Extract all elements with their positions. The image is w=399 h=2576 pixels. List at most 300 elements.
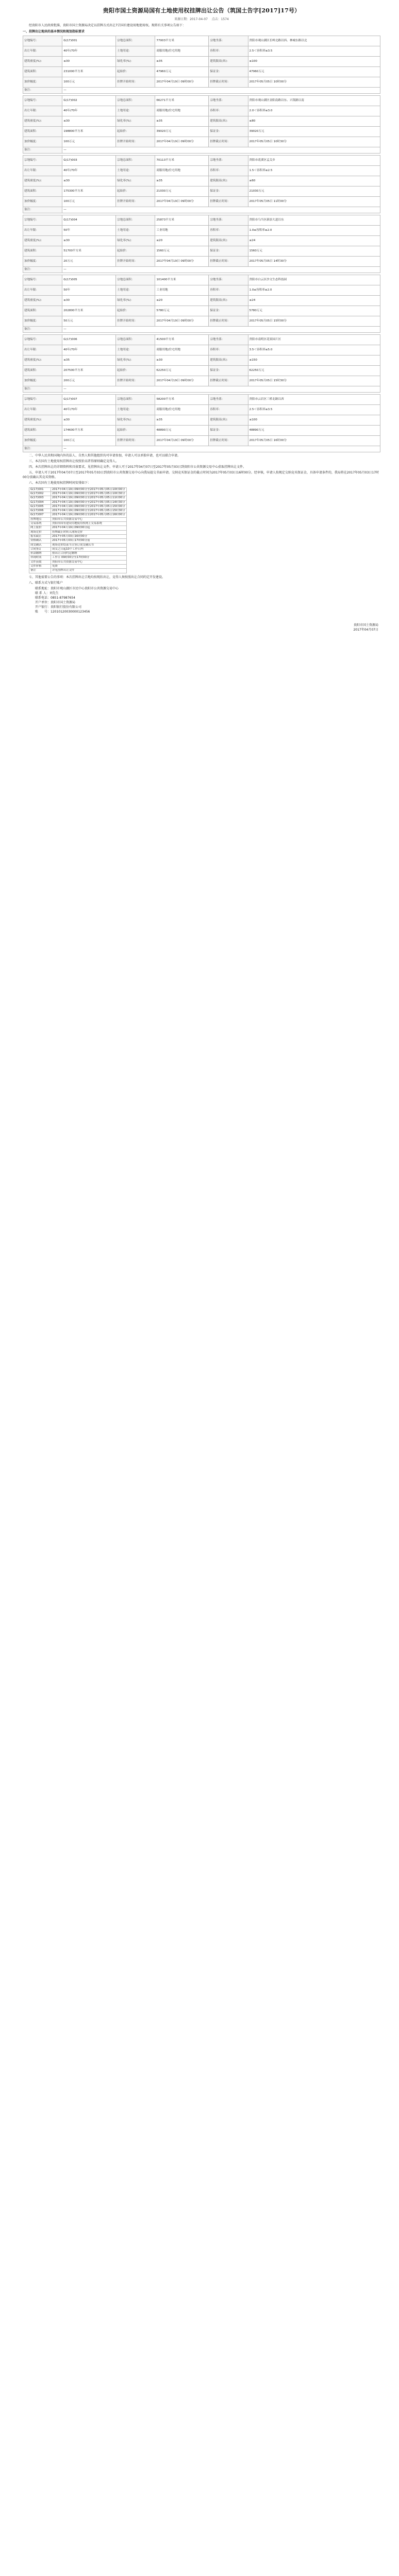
- field-value: 66271平方米: [155, 96, 209, 106]
- schedule-row: [29, 522, 127, 526]
- field-label: 挂牌截止时间：: [209, 137, 248, 147]
- parcel-row: [23, 366, 380, 376]
- parcel-row: [23, 106, 380, 116]
- parcel-row: [23, 355, 380, 366]
- field-value: 231000平方米: [62, 67, 116, 77]
- field-label: 出让年限：: [23, 46, 62, 57]
- schedule-value: 2017年04月19日09时00分至2017年05月05日10时30分: [51, 492, 127, 496]
- field-value: 商服用地/住宅用地: [155, 46, 209, 57]
- parcel-row: [23, 176, 380, 187]
- field-label: 宗地总面积：: [116, 275, 155, 285]
- schedule-value: 成交之日起10个工作日内: [51, 547, 127, 551]
- field-value: 贵阳市观山湖区长岭北路以西、林城东路以北: [248, 36, 380, 46]
- field-label: 土地用途：: [116, 405, 155, 415]
- field-label: 土地用途：: [116, 345, 155, 355]
- field-label: 宗地总面积：: [116, 96, 155, 106]
- parcel-table: [23, 155, 380, 213]
- field-value: —: [62, 147, 380, 154]
- schedule-key: G(17)002: [29, 492, 51, 496]
- field-value: 40年/70年: [62, 405, 116, 415]
- field-label: 挂牌截止时间：: [209, 257, 248, 267]
- schedule-key: G(17)007: [29, 513, 51, 517]
- field-label: 备注：: [23, 327, 62, 333]
- parcel-block: [23, 394, 380, 452]
- field-value: 2017年05月05日 11时00分: [248, 197, 380, 207]
- field-label: 挂牌截止时间：: [209, 77, 248, 88]
- field-value: ≤80: [248, 116, 380, 127]
- field-value: 100万元: [62, 77, 116, 88]
- field-label: 出让年限：: [23, 345, 62, 355]
- field-label: 起始价：: [116, 127, 155, 137]
- field-label: 出让年限：: [23, 166, 62, 176]
- field-label: 绿化率(%)：: [116, 116, 155, 127]
- field-label: 容积率：: [209, 285, 248, 296]
- field-label: 挂牌截止时间：: [209, 376, 248, 386]
- field-label: 建筑面积：: [23, 187, 62, 197]
- parcel-row: [23, 236, 380, 246]
- field-value: 2017年05月05日 10时00分: [248, 77, 380, 88]
- field-label: 宗地总面积：: [116, 36, 155, 46]
- field-label: 备注：: [23, 267, 62, 273]
- field-label: 建筑限高(米)：: [209, 296, 248, 306]
- schedule-value: 2017年04月19日09时00分至2017年05月05日15时00分: [51, 504, 127, 509]
- page-title: 贵阳市国土资源局国有土地使用权挂牌出让公告（筑国土告字[2017]17号）: [103, 7, 301, 14]
- field-value: 21030万元: [155, 187, 209, 197]
- note-7: 七、其他需要公告的事项：本次挂牌出让宗地均按现状出让，竞得人须按照出让合同约定开发建设。: [29, 575, 165, 579]
- field-value: 2017年04月19日 09时00分: [155, 77, 209, 88]
- field-value: —: [62, 207, 380, 213]
- parcel-row: [23, 207, 380, 213]
- field-value: —: [62, 446, 380, 452]
- field-value: 77003平方米: [155, 36, 209, 46]
- field-value: 2017年04月19日 09时00分: [155, 197, 209, 207]
- field-label: 建筑面积：: [23, 67, 62, 77]
- field-label: 宗地坐落：: [209, 96, 248, 106]
- field-label: 绿化率(%)：: [116, 176, 155, 187]
- schedule-value: 2017年04月19日09时00分至2017年05月05日11时00分: [51, 496, 127, 500]
- parcel-tables: [23, 36, 380, 452]
- field-label: 建筑密度(%)：: [23, 355, 62, 366]
- schedule-row: [29, 492, 127, 496]
- parcel-row: [23, 156, 380, 166]
- field-label: 绿化率(%)：: [116, 57, 155, 67]
- field-value: 50万元: [62, 316, 116, 327]
- field-label: 加价幅度：: [23, 137, 62, 147]
- field-label: 建筑密度(%)：: [23, 57, 62, 67]
- field-value: ≤24: [248, 296, 380, 306]
- field-value: 2.0＜容积率≤3.0: [248, 106, 380, 116]
- field-label: 宗地编号：: [23, 96, 62, 106]
- field-value: G(17)007: [62, 395, 116, 405]
- field-value: 70113平方米: [155, 156, 209, 166]
- schedule-value: 2017年04月19日09时00分至2017年05月05日15时30分: [51, 509, 127, 513]
- schedule-value: 贵阳市公共资源交易中心: [51, 560, 127, 564]
- parcel-row: [23, 395, 380, 405]
- field-label: 挂牌开始时间：: [116, 376, 155, 386]
- field-label: 出让年限：: [23, 285, 62, 296]
- note-6: 六、本次国有土地使用权挂牌时间安排如下：: [29, 481, 91, 485]
- field-value: ≥35: [155, 176, 209, 187]
- field-label: 保证金：: [209, 426, 248, 436]
- schedule-key: 文件获取: [29, 560, 51, 564]
- field-value: 贵阳市南明区花果园片区: [248, 335, 380, 345]
- section-heading: 一、挂牌出让地块的基本情况和规划指标要求: [23, 30, 85, 34]
- parcel-table: [23, 95, 380, 154]
- field-label: 宗地坐落：: [209, 215, 248, 226]
- field-value: 商服用地/住宅用地: [155, 166, 209, 176]
- parcel-table: [23, 36, 380, 94]
- schedule-value: 挂牌截止时转入现场竞价: [51, 530, 127, 534]
- contact-line: 开户单位：贵阳市国土资源局: [35, 601, 76, 605]
- schedule-value: 工作日 09时00分至17时00分: [51, 556, 127, 560]
- parcel-row: [23, 147, 380, 154]
- field-value: 62250万元: [155, 366, 209, 376]
- schedule-key: G(17)005: [29, 504, 51, 509]
- contact-line: 开户银行：贵阳银行股份有限公司: [35, 605, 82, 609]
- field-label: 建筑密度(%)：: [23, 176, 62, 187]
- field-value: 39020万元: [155, 127, 209, 137]
- field-value: 商服用地/住宅用地: [155, 345, 209, 355]
- note-3: 三、本次国有土地使用权挂牌出让按照价高者得原则确定竞得人。: [29, 460, 119, 464]
- schedule-key: 挂牌地点: [29, 517, 51, 521]
- field-value: 2017年04月19日 09时00分: [155, 316, 209, 327]
- parcel-row: [23, 77, 380, 88]
- field-label: 宗地编号：: [23, 275, 62, 285]
- schedule-value: 2017年05月03日17时00分前: [51, 539, 127, 543]
- field-label: 建筑限高(米)：: [209, 355, 248, 366]
- field-value: 5780万元: [248, 306, 380, 316]
- field-value: ≤24: [248, 236, 380, 246]
- field-value: —: [62, 267, 380, 273]
- field-label: 容积率：: [209, 166, 248, 176]
- parcel-row: [23, 327, 380, 333]
- field-label: 宗地编号：: [23, 335, 62, 345]
- field-value: 21030万元: [248, 187, 380, 197]
- field-value: 2.5＜容积率≤3.5: [248, 405, 380, 415]
- parcel-row: [23, 436, 380, 446]
- parcel-row: [23, 335, 380, 345]
- field-value: 47960万元: [155, 67, 209, 77]
- field-value: 200万元: [62, 376, 116, 386]
- parcel-block: [23, 215, 380, 273]
- schedule-row: [29, 530, 127, 534]
- field-label: 容积率：: [209, 106, 248, 116]
- parcel-table: [23, 334, 380, 393]
- field-value: 2017年04月19日 09时00分: [155, 137, 209, 147]
- field-label: 起始价：: [116, 67, 155, 77]
- parcel-row: [23, 67, 380, 77]
- field-label: 建筑面积：: [23, 306, 62, 316]
- field-value: 工业用地: [155, 285, 209, 296]
- field-value: G(17)005: [62, 275, 116, 285]
- field-label: 加价幅度：: [23, 376, 62, 386]
- field-label: 备注：: [23, 386, 62, 393]
- field-label: 建筑面积：: [23, 426, 62, 436]
- parcel-row: [23, 285, 380, 296]
- field-value: 48890万元: [155, 426, 209, 436]
- field-label: 宗地总面积：: [116, 395, 155, 405]
- parcel-row: [23, 36, 380, 46]
- field-value: 198800平方米: [62, 127, 116, 137]
- field-label: 建筑限高(米)：: [209, 415, 248, 426]
- signing-org: 贵阳市国土资源局: [353, 623, 378, 628]
- field-value: ≤20: [155, 236, 209, 246]
- field-label: 宗地坐落：: [209, 335, 248, 345]
- publish-date: 来源日期：2017-04-07: [174, 17, 208, 21]
- parcel-row: [23, 187, 380, 197]
- field-value: G(17)006: [62, 335, 116, 345]
- field-value: ≥30: [155, 355, 209, 366]
- parcel-row: [23, 116, 380, 127]
- parcel-table: [23, 394, 380, 452]
- field-value: ≥35: [155, 415, 209, 426]
- field-label: 建筑面积：: [23, 366, 62, 376]
- field-value: 2017年05月05日 14时30分: [248, 257, 380, 267]
- field-label: 起始价：: [116, 366, 155, 376]
- parcel-table: [23, 275, 380, 333]
- parcel-row: [23, 415, 380, 426]
- field-label: 挂牌开始时间：: [116, 197, 155, 207]
- field-value: 5780万元: [155, 306, 209, 316]
- field-value: 贵阳市观山湖区金阳南路以东、兴筑路以南: [248, 96, 380, 106]
- schedule-key: G(17)006: [29, 509, 51, 513]
- field-label: 保证金：: [209, 187, 248, 197]
- field-label: 绿化率(%)：: [116, 296, 155, 306]
- field-value: 48890万元: [248, 426, 380, 436]
- field-value: 1560万元: [248, 246, 380, 257]
- field-value: 50年: [62, 226, 116, 236]
- field-label: 建筑限高(米)：: [209, 236, 248, 246]
- schedule-key: 现场竞价: [29, 530, 51, 534]
- schedule-value: 按出让合同约定缴纳: [51, 552, 127, 556]
- schedule-key: 价款缴纳: [29, 552, 51, 556]
- field-value: ≥35: [155, 57, 209, 67]
- field-label: 起始价：: [116, 187, 155, 197]
- field-label: 备注：: [23, 207, 62, 213]
- schedule-key: G(17)003: [29, 496, 51, 500]
- parcel-row: [23, 446, 380, 452]
- field-value: 2017年05月05日 15时00分: [248, 316, 380, 327]
- field-value: 47960万元: [248, 67, 380, 77]
- field-value: ≤30: [62, 57, 116, 67]
- parcel-block: [23, 95, 380, 154]
- field-label: 挂牌开始时间：: [116, 77, 155, 88]
- parcel-row: [23, 226, 380, 236]
- schedule-value: 现场竞价结束当日签订成交确认书: [51, 543, 127, 547]
- field-value: 贵阳市乌当区新添大道以东: [248, 215, 380, 226]
- schedule-row: [29, 552, 127, 556]
- field-value: ≤35: [62, 355, 116, 366]
- field-value: 1.0≤容积率≤2.0: [248, 226, 380, 236]
- field-label: 保证金：: [209, 246, 248, 257]
- field-label: 土地用途：: [116, 106, 155, 116]
- field-label: 起始价：: [116, 246, 155, 257]
- field-label: 挂牌开始时间：: [116, 257, 155, 267]
- field-value: 40年/70年: [62, 166, 116, 176]
- field-value: 1.5＜容积率≤2.5: [248, 166, 380, 176]
- field-value: 40年/70年: [62, 345, 116, 355]
- field-value: 100万元: [62, 197, 116, 207]
- field-label: 宗地编号：: [23, 156, 62, 166]
- field-label: 建筑密度(%)：: [23, 296, 62, 306]
- meta-line: [23, 18, 380, 22]
- field-label: 起始价：: [116, 426, 155, 436]
- field-label: 宗地坐落：: [209, 156, 248, 166]
- field-value: —: [62, 88, 380, 94]
- schedule-key: 咨询时间: [29, 556, 51, 560]
- field-value: ≤30: [62, 116, 116, 127]
- field-label: 挂牌截止时间：: [209, 197, 248, 207]
- parcel-table: [23, 215, 380, 273]
- field-value: ≤60: [248, 176, 380, 187]
- note-5: 五、申请人可于2017年04月07日至2017年05月03日到贵阳市公共资源交易中心向我局提交书面申请。交纳竞买保证金的截止时间为2017年05月03日16时00分。经审核，申请人按规定交纳竞买保证金，具备申请条件的，我局将在2017年05月03日17时00分前确认其竞买资格。: [23, 471, 379, 479]
- field-value: 贵阳市白云区沙文生态科技园: [248, 275, 380, 285]
- field-value: G(17)001: [62, 36, 116, 46]
- field-label: 宗地总面积：: [116, 335, 155, 345]
- field-value: 101400平方米: [155, 275, 209, 285]
- field-value: ≤30: [62, 176, 116, 187]
- schedule-row: [29, 504, 127, 509]
- field-label: 绿化率(%)：: [116, 236, 155, 246]
- field-value: 2017年04月19日 09时00分: [155, 257, 209, 267]
- field-value: ≥35: [155, 116, 209, 127]
- parcel-row: [23, 246, 380, 257]
- field-label: 建筑密度(%)：: [23, 415, 62, 426]
- parcel-row: [23, 306, 380, 316]
- field-label: 挂牌开始时间：: [116, 316, 155, 327]
- click-count: 点击：1574: [211, 17, 229, 21]
- field-value: 2017年05月05日 10时30分: [248, 137, 380, 147]
- schedule-value: 详见挂牌出让文件: [51, 569, 127, 573]
- field-value: 175300平方米: [62, 187, 116, 197]
- signing-date: 2017年04月07日: [353, 628, 378, 632]
- field-label: 建筑限高(米)：: [209, 57, 248, 67]
- field-value: ≤100: [248, 57, 380, 67]
- field-value: 174600平方米: [62, 426, 116, 436]
- schedule-key: G(17)001: [29, 487, 51, 492]
- field-label: 容积率：: [209, 226, 248, 236]
- field-value: 1.0≤容积率≤2.0: [248, 285, 380, 296]
- field-value: ≤20: [155, 296, 209, 306]
- field-label: 挂牌开始时间：: [116, 137, 155, 147]
- field-label: 出让年限：: [23, 226, 62, 236]
- parcel-row: [23, 166, 380, 176]
- schedule-row: [29, 560, 127, 564]
- field-value: ≥30: [62, 236, 116, 246]
- schedule-key: 资格确认: [29, 539, 51, 543]
- field-value: 20万元: [62, 257, 116, 267]
- contact-line: 账 号：12010120030000123456: [35, 610, 90, 614]
- field-value: 62250万元: [248, 366, 380, 376]
- field-label: 保证金：: [209, 366, 248, 376]
- schedule-row: [29, 526, 127, 530]
- field-label: 保证金：: [209, 67, 248, 77]
- field-value: G(17)002: [62, 96, 116, 106]
- field-label: 建筑密度(%)：: [23, 236, 62, 246]
- field-value: 58200平方米: [155, 395, 209, 405]
- parcel-row: [23, 426, 380, 436]
- field-label: 宗地坐落：: [209, 36, 248, 46]
- schedule-key: 备注: [29, 569, 51, 573]
- field-value: 50年: [62, 285, 116, 296]
- schedule-row: [29, 487, 127, 492]
- field-label: 加价幅度：: [23, 436, 62, 446]
- field-label: 出让年限：: [23, 106, 62, 116]
- field-value: 2.5＜容积率≤3.5: [248, 46, 380, 57]
- field-value: 40年/70年: [62, 46, 116, 57]
- parcel-block: [23, 334, 380, 393]
- schedule-value: 2017年04月19日09时00分起: [51, 526, 127, 530]
- field-value: 贵阳市花溪区孟关乡: [248, 156, 380, 166]
- schedule-row: [29, 556, 127, 560]
- field-label: 出让年限：: [23, 405, 62, 415]
- schedule-value: 2017年04月19日09时00分至2017年05月05日14时30分: [51, 500, 127, 504]
- notes-section: [23, 454, 380, 614]
- contact-line: 联系电话：0851-87987654: [35, 596, 75, 600]
- schedule-row: [29, 513, 127, 517]
- field-value: G(17)004: [62, 215, 116, 226]
- field-value: ≥30: [62, 296, 116, 306]
- intro-paragraph: 经贵阳市人民政府批准，贵阳市国土资源局决定以挂牌方式出让7宗国有建设用地使用权。现将有关事项公告如下：: [29, 23, 186, 27]
- schedule-value: 2017年05月03日16时00分: [51, 534, 127, 538]
- field-label: 起始价：: [116, 306, 155, 316]
- contact-block: [23, 587, 380, 615]
- parcel-row: [23, 345, 380, 355]
- parcel-row: [23, 296, 380, 306]
- schedule-value: 2017年04月19日09时00分至2017年05月05日16时00分: [51, 513, 127, 517]
- field-value: 51700平方米: [62, 246, 116, 257]
- parcel-row: [23, 46, 380, 57]
- field-value: 25873平方米: [155, 215, 209, 226]
- field-label: 备注：: [23, 147, 62, 154]
- schedule-value: 2017年04月19日09时00分至2017年05月05日10时00分: [51, 487, 127, 492]
- parcel-row: [23, 376, 380, 386]
- field-value: 202800平方米: [62, 306, 116, 316]
- schedule-row: [29, 509, 127, 513]
- field-label: 土地用途：: [116, 285, 155, 296]
- field-value: 3.5＜容积率≤5.0: [248, 345, 380, 355]
- parcel-row: [23, 137, 380, 147]
- schedule-value: 免费: [51, 565, 127, 569]
- field-value: —: [62, 327, 380, 333]
- parcel-row: [23, 267, 380, 273]
- schedule-row: [29, 517, 127, 521]
- field-value: 2017年05月05日 15时30分: [248, 376, 380, 386]
- schedule-row: [29, 569, 127, 573]
- parcel-row: [23, 96, 380, 106]
- schedule-table: [29, 487, 127, 573]
- field-label: 绿化率(%)：: [116, 355, 155, 366]
- field-value: —: [62, 386, 380, 393]
- schedule-key: 文件价格: [29, 565, 51, 569]
- parcel-row: [23, 257, 380, 267]
- contact-line: 联 系 人：刘先生: [35, 591, 59, 595]
- parcel-row: [23, 215, 380, 226]
- schedule-key: G(17)004: [29, 500, 51, 504]
- schedule-row: [29, 565, 127, 569]
- schedule-row: [29, 543, 127, 547]
- field-label: 加价幅度：: [23, 316, 62, 327]
- field-value: ≤30: [62, 415, 116, 426]
- field-value: 2017年05月05日 16时00分: [248, 436, 380, 446]
- field-value: ≤150: [248, 355, 380, 366]
- field-label: 保证金：: [209, 127, 248, 137]
- schedule-row: [29, 500, 127, 504]
- parcel-row: [23, 127, 380, 137]
- field-label: 土地用途：: [116, 226, 155, 236]
- note-4: 四、本次挂牌出让的详细资料和具体要求，见挂牌出让文件。申请人可于2017年04月07日至2017年05月03日到贵阳市公共资源交易中心获取挂牌出让文件。: [29, 465, 246, 469]
- field-label: 宗地编号：: [23, 36, 62, 46]
